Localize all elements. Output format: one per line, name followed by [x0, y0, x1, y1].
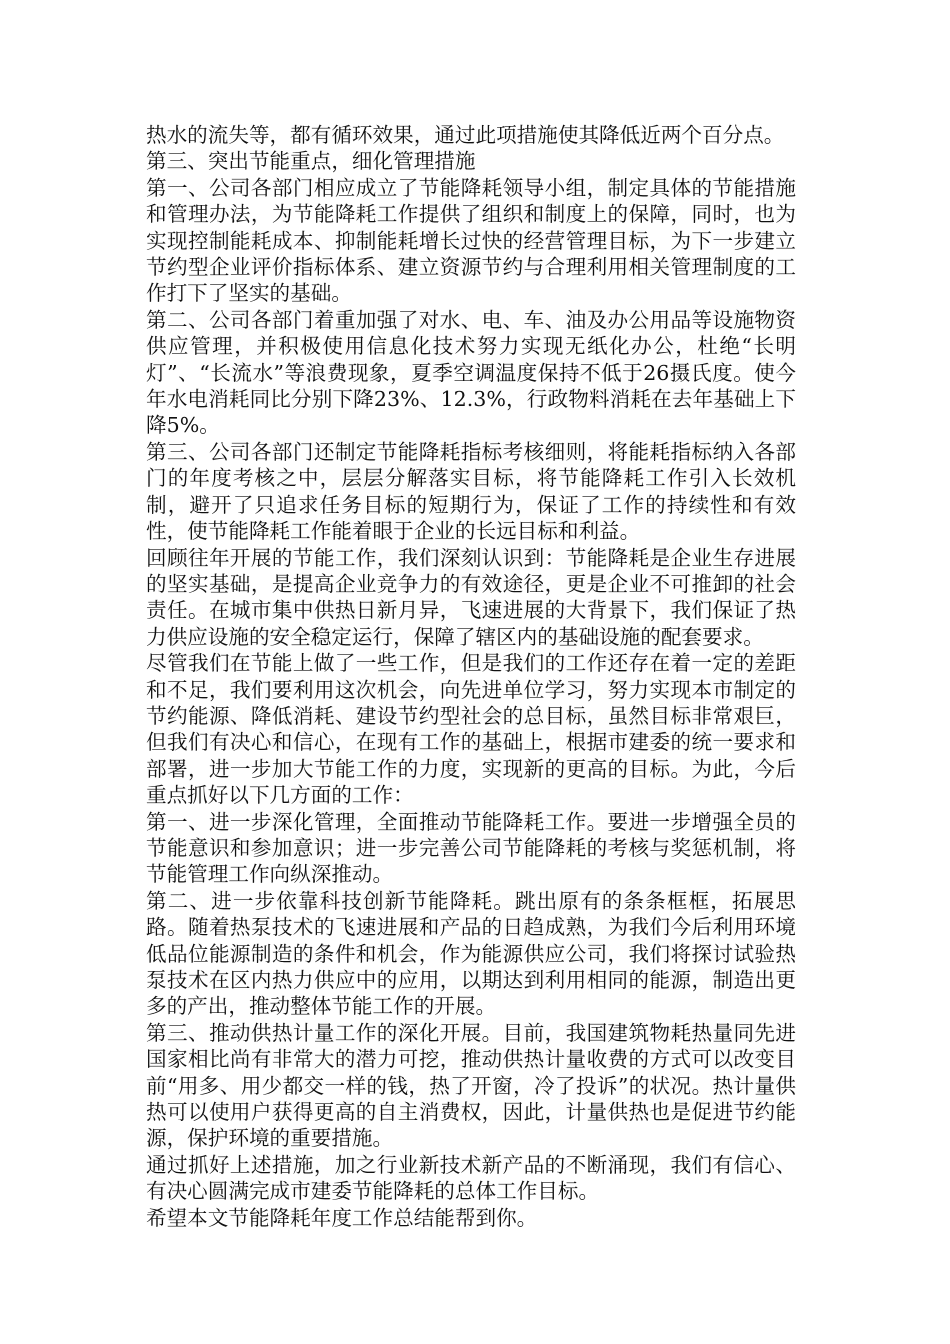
document-page — [146, 122, 796, 1231]
paragraph-assessment-rules: 第三、公司各部门还制定节能降耗指标考核细则，将能耗指标纳入各部门的年度考核之中，层层分解落实目标，将节能降耗工作引入长效机制，避开了只追求任务目标的短期行为，保证了工作的持续性和有效性，使节能降耗工作能着眼于企业的长远目标和利益。 — [146, 439, 796, 544]
paragraph-cycle-effect: 热水的流失等，都有循环效果，通过此项措施使其降低近两个百分点。 — [146, 123, 785, 147]
paragraph-leadership-groups: 第一、公司各部门相应成立了节能降耗领导小组，制定具体的节能措施和管理办法，为节能降耗工作提供了组织和制度上的保障，同时，也为实现控制能耗成本、抑制能耗增长过快的经营管理目标，为下一步建立节约型企业评价指标体系、建立资源节约与合理利用相关管理制度的工作打下了坚实的基础。 — [146, 175, 796, 306]
paragraph-confidence: 通过抓好上述措施，加之行业新技术新产品的不断涌现，我们有信心、有决心圆满完成市建委节能降耗的总体工作目标。 — [146, 1152, 796, 1204]
section-heading-energy-focus: 第三、突出节能重点，细化管理措施 — [146, 149, 476, 174]
paragraph-tech-innovation: 第二、进一步依靠科技创新节能降耗。跳出原有的条条框框，拓展思路。随着热泵技术的飞速进展和产品的日趋成熟，为我们今后利用环境低品位能源制造的条件和机会，作为能源供应公司，我们将探讨试验热泵技术在区内热力供应中的应用，以期达到利用相同的能源，制造出更多的产出，推动整体节能工作的开展。 — [146, 888, 796, 1019]
paragraph-supply-management: 第二、公司各部门着重加强了对水、电、车、油及办公用品等设施物资供应管理，并积极使用信息化技术努力实现无纸化办公，杜绝“长明灯”、“长流水”等浪费现象，夏季空调温度保持不低于26摄氏度。使今年水电消耗同比分别下降23%、12.3%，行政物料消耗在去年基础上下降5%。 — [146, 307, 796, 438]
paragraph-closing: 希望本文节能降耗年度工作总结能帮到你。 — [146, 1205, 538, 1230]
paragraph-review: 回顾往年开展的节能工作，我们深刻认识到：节能降耗是企业生存进展的坚实基础，是提高企业竞争力的有效途径，更是企业不可推卸的社会责任。在城市集中供热日新月异，飞速进展的大背景下，我们保证了热力供应设施的安全稳定运行，保障了辖区内的基础设施的配套要求。 — [146, 545, 796, 649]
paragraph-heat-metering: 第三、推动供热计量工作的深化开展。目前，我国建筑物耗热量同先进国家相比尚有非常大的潜力可挖，推动供热计量收费的方式可以改变目前“用多、用少都交一样的钱，热了开窗，冷了投诉”的状况。热计量供热可以使用户获得更高的自主消费权，因此，计量供热也是促进节约能源，保护环境的重要措施。 — [146, 1020, 796, 1151]
paragraph-deepen-management: 第一、进一步深化管理，全面推动节能降耗工作。要进一步增强全员的节能意识和参加意识；进一步完善公司节能降耗的考核与奖惩机制，将节能管理工作向纵深推动。 — [146, 809, 796, 887]
paragraph-shortcomings: 尽管我们在节能上做了一些工作，但是我们的工作还存在着一定的差距和不足，我们要利用这次机会，向先进单位学习，努力实现本市制定的节约能源、降低消耗、建设节约型社会的总目标，虽然目标非常艰巨，但我们有决心和信心，在现有工作的基础上，根据市建委的统一要求和部署，进一步加大节能工作的力度，实现新的更高的目标。为此，今后重点抓好以下几方面的工作： — [146, 651, 796, 808]
